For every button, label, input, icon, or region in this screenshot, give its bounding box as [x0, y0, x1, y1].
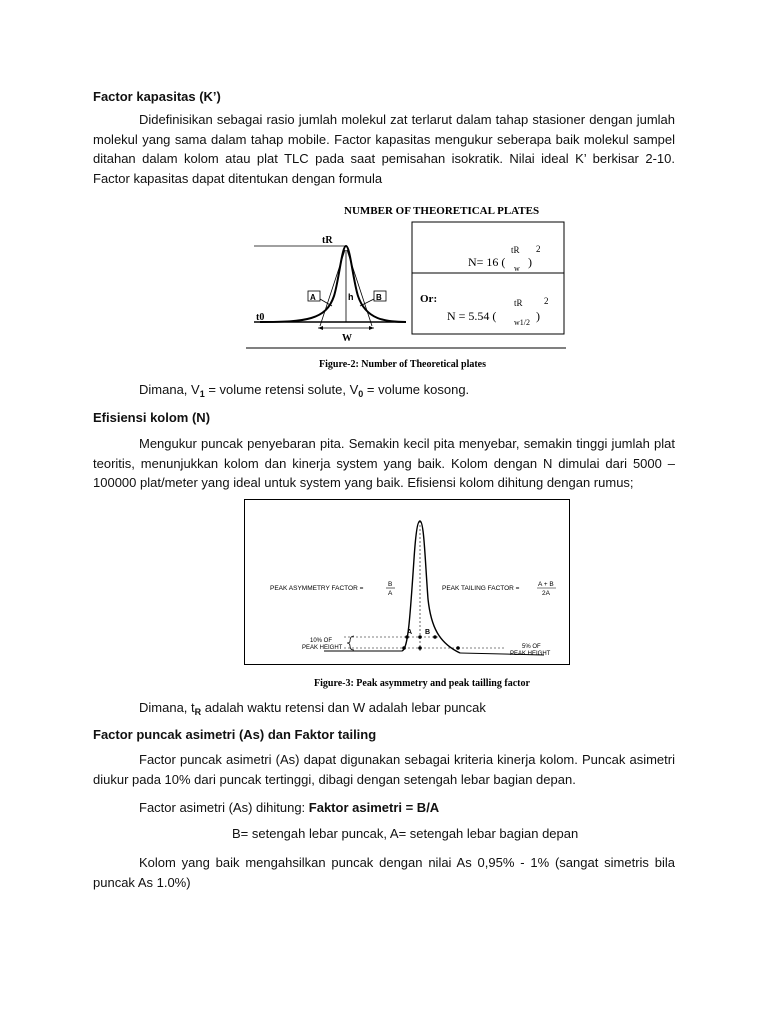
eq1-lhs: N= 16 ( [468, 255, 506, 269]
paragraph-factor-kapasitas: Didefinisikan sebagai rasio jumlah molekul zat terlarut dalam tahap stasioner dengan jumlah molekul yang sama dalam tahap mobile. Factor kapasitas mengukur seberapa baik molekul sampel ditahan dalam kolom atau plat TLC pada saat pemisahan isokratik. Nilai ideal K’ berkisar 2-10. Factor kapasitas dapat ditentukan dengan formula [93, 112, 675, 186]
label-tR: tR [322, 235, 333, 246]
label-A: A [310, 293, 316, 302]
label-B: B [376, 293, 382, 302]
eq2-close: ) [536, 309, 540, 323]
heading-factor-kapasitas: Factor kapasitas (K’) [93, 89, 221, 104]
asymmetry-formula-line: Factor asimetri (As) dihitung: Faktor asimetri = B/A [139, 800, 440, 815]
asymmetry-factor-denominator: A [388, 590, 393, 597]
figure-2 [246, 196, 566, 372]
figure-2-title: NUMBER OF THEORETICAL PLATES [344, 205, 540, 217]
label-W: W [342, 333, 352, 344]
tailing-factor-numerator: A + B [538, 581, 554, 588]
figure-3 [244, 499, 570, 689]
eq2-numerator: tR [514, 298, 523, 308]
eq1-close: ) [528, 255, 532, 269]
figure-3-caption: Figure-3: Peak asymmetry and peak tailling factor [314, 678, 530, 689]
eq2-lhs: N = 5.54 ( [447, 309, 497, 323]
figure-3-graphic [244, 499, 570, 689]
dimana-retention-line: Dimana, $t_R$ adalah waktu retensi dan W adalah lebar puncak [139, 700, 486, 717]
asymmetry-factor-numerator: B [388, 581, 393, 588]
five-percent-label-line2: PEAK HEIGHT [510, 651, 551, 657]
asymmetry-factor-label: PEAK ASYMMETRY FACTOR = [270, 585, 364, 592]
figure-2-graphic [246, 196, 566, 372]
eq1-denominator: w [514, 264, 520, 273]
paragraph-efisiensi-kolom: Mengukur puncak penyebaran pita. Semakin kecil pita menyebar, semakin tinggi jumlah plat teoritis, menunjukkan kolom dan kinerja system yang baik. Kolom dengan N dimulai dari 5000 – 100000 plat/meter yang ideal untuk system yang baik. Efisiensi kolom dihitung dengan rumus; [93, 436, 675, 490]
eq2-exponent: 2 [544, 296, 549, 306]
eq2-or: Or: [420, 293, 438, 305]
heading-efisiensi-kolom: Efisiensi kolom (N) [93, 410, 211, 425]
ten-percent-label-line2: PEAK HEIGHT [302, 645, 343, 651]
five-percent-label-line1: 5% OF [522, 644, 541, 650]
ten-percent-label-line1: 10% OF [310, 638, 333, 644]
eq1-exponent: 2 [536, 244, 541, 254]
label-t0: t0 [256, 312, 265, 323]
label-h: h [348, 292, 354, 302]
eq2-denominator: w1/2 [514, 318, 530, 327]
dimana-volume-line: Dimana, $V_1$ = volume retensi solute, $V_0$ = volume kosong. [139, 382, 470, 399]
fig3-label-B: B [425, 629, 431, 636]
paragraph-factor-asimetri: Factor puncak asimetri (As) dapat digunakan sebagai kriteria kinerja kolom. Puncak asimetri diukur pada 10% dari puncak tertinggi, dibagi dengan setengah lebar bagian depan. [93, 752, 675, 787]
asymmetry-definition-line: B= setengah lebar puncak, A= setengah lebar bagian depan [232, 826, 579, 841]
paragraph-good-column: Kolom yang baik mengahsilkan puncak dengan nilai As 0,95% - 1% (sangat simetris bila puncak As 1.0%) [93, 855, 675, 890]
figure-2-caption: Figure-2: Number of Theoretical plates [319, 359, 487, 370]
tailing-factor-label: PEAK TAILING FACTOR = [442, 585, 520, 592]
fig3-label-A: A [407, 629, 413, 636]
eq1-numerator: tR [511, 245, 520, 255]
tailing-factor-denominator: 2A [542, 590, 550, 597]
heading-factor-asimetri: Factor puncak asimetri (As) dan Faktor tailing [93, 727, 377, 742]
